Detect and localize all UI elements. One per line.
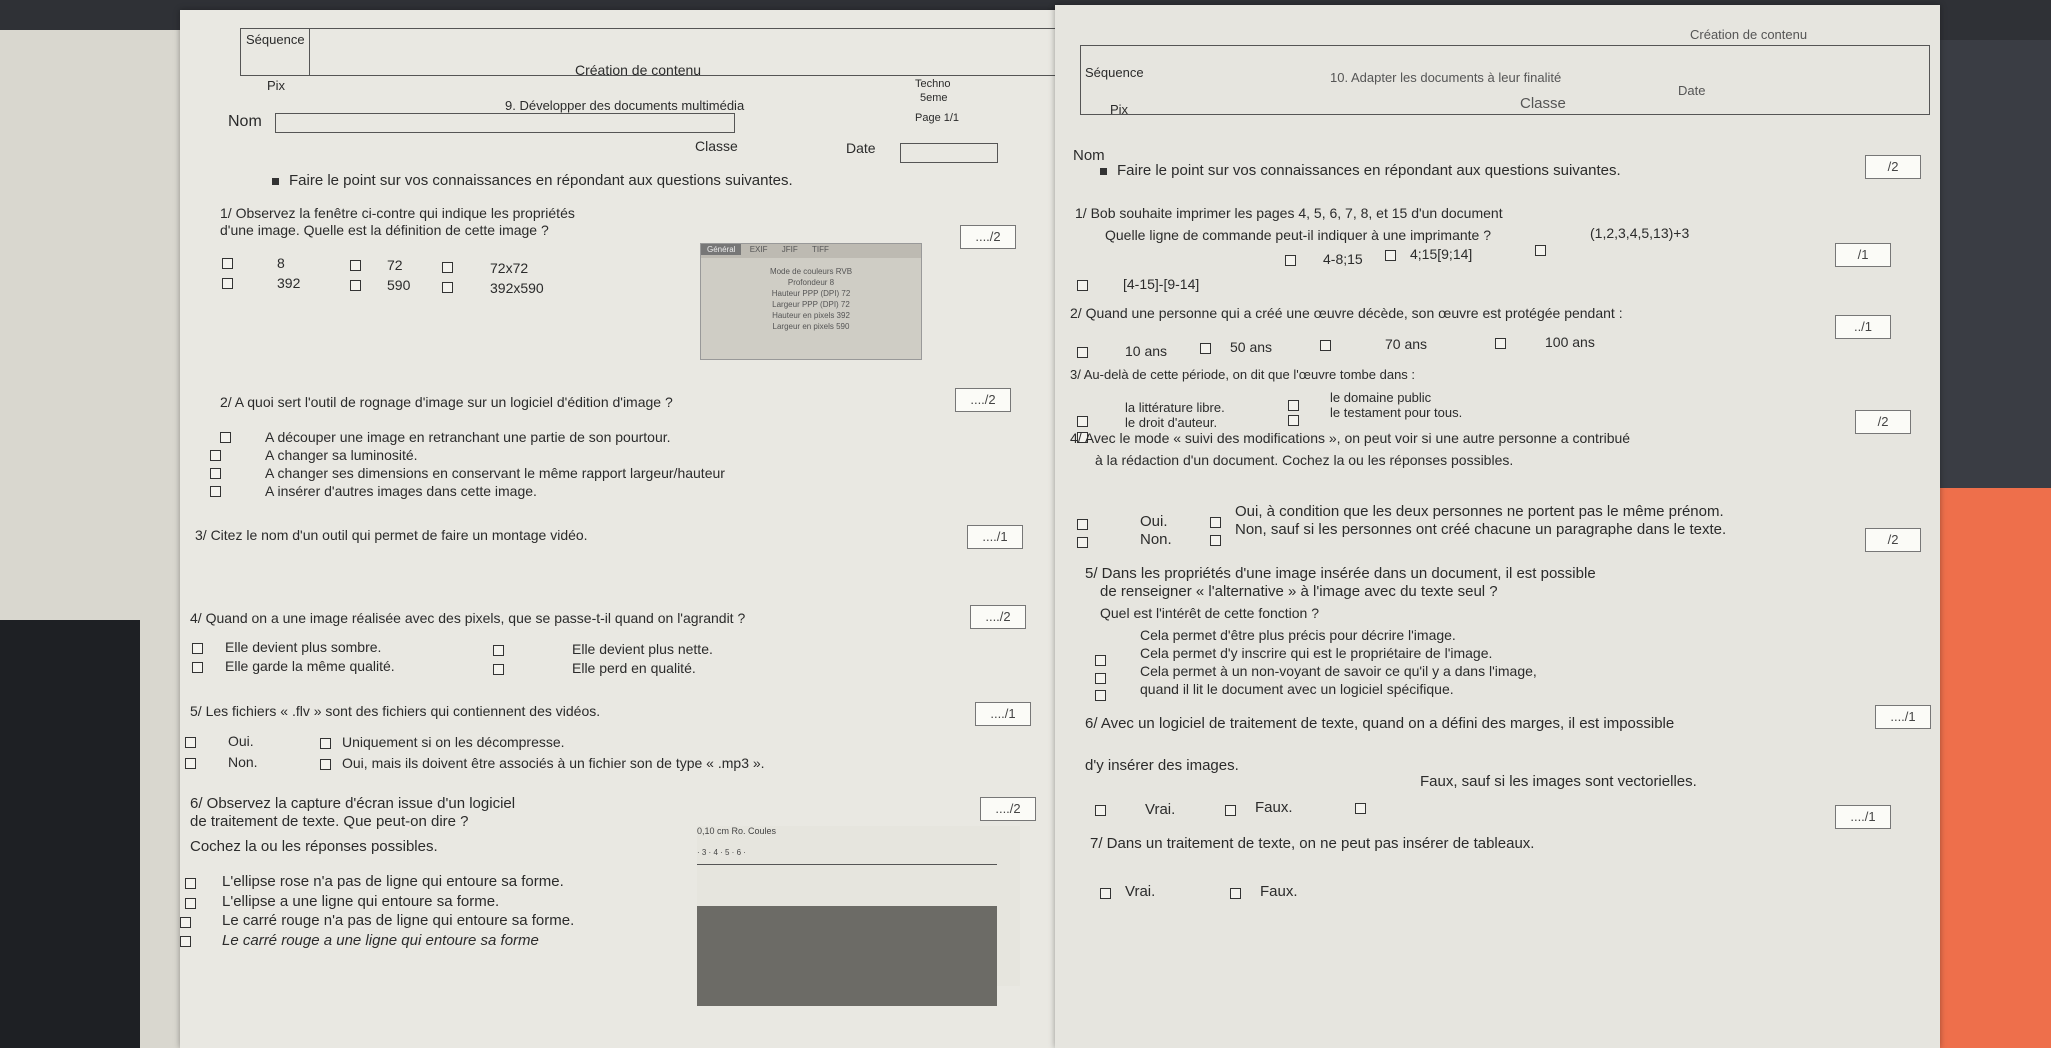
q4-option-4-checkbox[interactable]: [1210, 535, 1221, 546]
q1-option-2-checkbox[interactable]: [350, 260, 361, 271]
q1-option-3-checkbox[interactable]: [442, 262, 453, 273]
q3-score: ..../1: [967, 525, 1023, 549]
q1-option-3: 72x72: [490, 260, 529, 276]
q2-text: 2/ A quoi sert l'outil de rognage d'image sur un logiciel d'édition d'image ?: [220, 394, 673, 410]
q1-option-6: 392x590: [490, 280, 544, 296]
q2-text: 2/ Quand une personne qui a créé une œuvre décède, son œuvre est protégée pendant :: [1070, 305, 1623, 321]
pix-label: Pix: [1110, 102, 1129, 117]
shape-toolbar: 0,10 cm Ro. Coules: [697, 826, 777, 836]
pix-value: 9. Développer des documents multimédia: [505, 98, 745, 113]
q7-text: 7/ Dans un traitement de texte, on ne peut pas insérer de tableaux.: [1090, 835, 1535, 852]
q1-option-1-checkbox[interactable]: [222, 258, 233, 269]
classe-label: Classe: [1520, 95, 1566, 112]
q5-option-2: Uniquement si on les décompresse.: [342, 734, 565, 750]
q1-line2: d'une image. Quelle est la définition de cette image ?: [220, 222, 549, 238]
date-label: Date: [1678, 83, 1706, 98]
q2-option-2: A changer sa luminosité.: [265, 447, 418, 463]
q5-option-3-checkbox[interactable]: [1095, 690, 1106, 701]
q6-option-4: Le carré rouge a une ligne qui entoure sa forme: [222, 932, 539, 949]
q3-text: 3/ Citez le nom d'un outil qui permet de faire un montage vidéo.: [195, 527, 588, 543]
q1-option-2-checkbox[interactable]: [1285, 255, 1296, 266]
q1-option-4: 392: [277, 275, 301, 291]
q1-option-5-checkbox[interactable]: [350, 280, 361, 291]
q3-text: 3/ Au-delà de cette période, on dit que l'œuvre tombe dans :: [1070, 367, 1416, 382]
q2-score: /1: [1835, 243, 1891, 267]
q5-option-2-checkbox[interactable]: [320, 738, 331, 749]
q7-option-2: Faux.: [1260, 883, 1298, 900]
q3-option-1: la littérature libre.: [1125, 400, 1225, 415]
q4-option-4-checkbox[interactable]: [493, 664, 504, 675]
q5-option-4: Oui, mais ils doivent être associés à un fichier son de type « .mp3 ».: [342, 755, 765, 771]
background-left-dark: [0, 620, 140, 1048]
q1-option-6-checkbox[interactable]: [442, 282, 453, 293]
q5-score: ..../1: [975, 702, 1031, 726]
q1-line1: 1/ Observez la fenêtre ci-contre qui indique les propriétés: [220, 205, 575, 221]
q2-option-3: 70 ans: [1385, 336, 1428, 352]
q6-line1: 6/ Avec un logiciel de traitement de texte, quand on a défini des marges, il est impossible: [1085, 715, 1675, 732]
classe-label: Classe: [695, 138, 738, 154]
q2-option-4: 100 ans: [1545, 334, 1595, 350]
q4-option-1-checkbox[interactable]: [1077, 519, 1088, 530]
q2-option-4-checkbox[interactable]: [210, 486, 221, 497]
header-title: Création de contenu: [1690, 27, 1808, 42]
q1-line2: Quelle ligne de commande peut-il indiquer à une imprimante ?: [1105, 227, 1491, 243]
instruction: [1100, 162, 1621, 179]
property-row: Largeur PPP (DPI) 72: [772, 300, 850, 309]
q6-option-4-checkbox[interactable]: [180, 936, 191, 947]
date-label: Date: [846, 140, 876, 156]
q1-option-4: [4-15]-[9-14]: [1123, 276, 1200, 292]
q5-line3: Quel est l'intérêt de cette fonction ?: [1100, 605, 1320, 621]
q6-option-1: L'ellipse rose n'a pas de ligne qui entoure sa forme.: [222, 873, 564, 890]
q6-option-1-checkbox[interactable]: [185, 878, 196, 889]
property-row: Largeur en pixels 590: [772, 322, 850, 331]
q5-option-1: Cela permet d'être plus précis pour décrire l'image.: [1140, 627, 1456, 643]
ruler: · 3 · 4 · 5 · 6 ·: [697, 848, 997, 865]
q6-option-2-checkbox[interactable]: [1225, 805, 1236, 816]
property-row: Hauteur PPP (DPI) 72: [771, 289, 851, 298]
q4-option-2-checkbox[interactable]: [1210, 517, 1221, 528]
q3-option-2-checkbox[interactable]: [1288, 400, 1299, 411]
level-label: 5eme: [920, 92, 948, 104]
q5-option-3-cont: quand il lit le document avec un logiciel spécifique.: [1140, 681, 1454, 697]
q1-option-4-checkbox[interactable]: [1077, 280, 1088, 291]
tab-exif: EXIF: [749, 245, 768, 254]
header-title: Création de contenu: [575, 62, 702, 78]
page-label: Page 1/1: [915, 112, 960, 124]
q4-score: ..../2: [970, 605, 1026, 629]
q1-option-1: (1,2,3,4,5,13)+3: [1590, 225, 1690, 241]
q1-option-1-checkbox[interactable]: [1535, 245, 1546, 256]
q2-option-1: 10 ans: [1125, 343, 1168, 359]
q5-text: 5/ Les fichiers « .flv » sont des fichiers qui contiennent des vidéos.: [190, 703, 601, 719]
q3-option-2: le domaine public: [1330, 390, 1432, 405]
q4-score: /2: [1855, 410, 1911, 434]
q4-line2: à la rédaction d'un document. Cochez la ou les réponses possibles.: [1095, 452, 1514, 468]
q4-option-2-checkbox[interactable]: [493, 645, 504, 656]
q4-option-1: Elle devient plus sombre.: [225, 639, 382, 655]
q6-line1: 6/ Observez la capture d'écran issue d'un logiciel: [190, 795, 516, 812]
q1-option-2: 72: [387, 257, 403, 273]
q3-score: ../1: [1835, 315, 1891, 339]
q6-option-3: Le carré rouge n'a pas de ligne qui entoure sa forme.: [222, 912, 575, 929]
q2-option-4: A insérer d'autres images dans cette image.: [265, 483, 537, 499]
instruction-text: Faire le point sur vos connaissances en répondant aux questions suivantes.: [289, 172, 793, 189]
property-row: Profondeur 8: [787, 278, 835, 287]
q4-option-3-checkbox[interactable]: [192, 662, 203, 673]
q6-option-1-checkbox[interactable]: [1095, 805, 1106, 816]
q2-option-4-checkbox[interactable]: [1495, 338, 1506, 349]
nom-label: Nom: [228, 113, 262, 130]
q5-option-3: Cela permet à un non-voyant de savoir ce qu'il y a dans l'image,: [1140, 663, 1537, 679]
q1-option-4-checkbox[interactable]: [222, 278, 233, 289]
tab-general: Général: [701, 244, 741, 255]
instruction: [272, 172, 793, 189]
q6-score: ..../2: [980, 797, 1036, 821]
q7-score: ..../1: [1835, 805, 1891, 829]
q1-option-1: 8: [277, 255, 285, 271]
q4-option-3: Non.: [1140, 531, 1172, 548]
q1-score: /2: [1865, 155, 1921, 179]
tab-tiff: TIFF: [811, 245, 829, 254]
q6-option-3: Faux, sauf si les images sont vectorielles.: [1420, 773, 1697, 790]
q2-option-1: A découper une image en retranchant une partie de son pourtour.: [265, 429, 671, 445]
q5-score: /2: [1865, 528, 1921, 552]
q5-option-4-checkbox[interactable]: [320, 759, 331, 770]
tab-jfif: JFIF: [781, 245, 798, 254]
date-field[interactable]: [900, 143, 998, 163]
q5-line2: de renseigner « l'alternative » à l'image avec du texte seul ?: [1100, 583, 1498, 600]
properties-rows: [701, 258, 921, 332]
q6-option-2: L'ellipse a une ligne qui entoure sa forme.: [222, 893, 500, 910]
q5-option-2-checkbox[interactable]: [1095, 673, 1106, 684]
q5-option-1: Oui.: [228, 733, 254, 749]
q2-option-3-checkbox[interactable]: [210, 468, 221, 479]
q1-option-3: 4;15[9;14]: [1410, 246, 1473, 262]
techno-label: Techno: [915, 78, 951, 90]
q1-score: ..../2: [960, 225, 1016, 249]
q3-option-4-checkbox[interactable]: [1288, 415, 1299, 426]
sequence-label: Séquence: [246, 32, 305, 47]
gray-rectangle-shape: [697, 906, 997, 1006]
bullet-icon: [272, 178, 279, 185]
q1-option-5: 590: [387, 277, 411, 293]
q1-option-2: 4-8;15: [1323, 251, 1363, 267]
q6-score: ..../1: [1875, 705, 1931, 729]
q4-option-4: Non, sauf si les personnes ont créé chacune un paragraphe dans le texte.: [1235, 521, 1727, 538]
properties-tabs: [701, 244, 921, 258]
sequence-label: Séquence: [1085, 65, 1144, 80]
q1-line1: 1/ Bob souhaite imprimer les pages 4, 5, 6, 7, 8, et 15 d'un document: [1075, 205, 1503, 221]
q2-score: ..../2: [955, 388, 1011, 412]
q5-option-3: Non.: [228, 754, 258, 770]
q6-option-2-checkbox[interactable]: [185, 898, 196, 909]
q2-option-2-checkbox[interactable]: [210, 450, 221, 461]
q7-option-2-checkbox[interactable]: [1230, 888, 1241, 899]
q6-option-2: Faux.: [1255, 799, 1293, 816]
q6-line3: Cochez la ou les réponses possibles.: [190, 838, 438, 855]
q3-option-4: le testament pour tous.: [1330, 405, 1463, 420]
pix-label: Pix: [267, 78, 286, 93]
q5-option-3-checkbox[interactable]: [185, 758, 196, 769]
property-row: Hauteur en pixels 392: [772, 311, 850, 320]
q5-option-1-checkbox[interactable]: [1095, 655, 1106, 666]
q4-option-3: Elle garde la même qualité.: [225, 658, 395, 674]
q6-line2: de traitement de texte. Que peut-on dire ?: [190, 813, 469, 830]
q6-option-3-checkbox[interactable]: [1355, 803, 1366, 814]
q3-option-3: le droit d'auteur.: [1125, 415, 1218, 430]
q6-option-1: Vrai.: [1145, 801, 1176, 818]
q2-option-3-checkbox[interactable]: [1320, 340, 1331, 351]
q4-option-2: Oui, à condition que les deux personnes ne portent pas le même prénom.: [1235, 503, 1724, 520]
q6-line2: d'y insérer des images.: [1085, 757, 1239, 774]
q2-option-3: A changer ses dimensions en conservant le même rapport largeur/hauteur: [265, 465, 725, 481]
nom-field[interactable]: [275, 113, 735, 133]
q7-option-1: Vrai.: [1125, 883, 1156, 900]
q2-option-2-checkbox[interactable]: [1200, 343, 1211, 354]
q4-line1: 4/ Avec le mode « suivi des modifications », on peut voir si une autre personne a contribué: [1070, 430, 1631, 446]
q4-option-2: Elle devient plus nette.: [572, 641, 713, 657]
q3-option-1-checkbox[interactable]: [1077, 416, 1088, 427]
instruction-text: Faire le point sur vos connaissances en répondant aux questions suivantes.: [1117, 162, 1621, 179]
q4-option-4: Elle perd en qualité.: [572, 660, 696, 676]
q6-option-3-checkbox[interactable]: [180, 917, 191, 928]
right-worksheet: [1055, 5, 1940, 1048]
q2-option-1-checkbox[interactable]: [220, 432, 231, 443]
q7-option-1-checkbox[interactable]: [1100, 888, 1111, 899]
q4-option-1-checkbox[interactable]: [192, 643, 203, 654]
q4-option-1: Oui.: [1140, 513, 1168, 530]
nom-label: Nom: [1073, 147, 1105, 164]
q4-text: 4/ Quand on a une image réalisée avec des pixels, que se passe-t-il quand on l'agrandit ?: [190, 610, 746, 626]
word-processor-figure: [697, 826, 1020, 986]
q1-option-3-checkbox[interactable]: [1385, 250, 1396, 261]
q4-option-3-checkbox[interactable]: [1077, 537, 1088, 548]
pix-value: 10. Adapter les documents à leur finalité: [1330, 70, 1562, 85]
property-row: Mode de couleurs RVB: [769, 267, 853, 276]
q5-line1: 5/ Dans les propriétés d'une image insérée dans un document, il est possible: [1085, 565, 1596, 582]
bullet-icon: [1100, 168, 1107, 175]
q2-option-1-checkbox[interactable]: [1077, 347, 1088, 358]
q2-option-2: 50 ans: [1230, 339, 1273, 355]
image-properties-figure: [700, 243, 922, 360]
q5-option-1-checkbox[interactable]: [185, 737, 196, 748]
q5-option-2: Cela permet d'y inscrire qui est le propriétaire de l'image.: [1140, 645, 1493, 661]
